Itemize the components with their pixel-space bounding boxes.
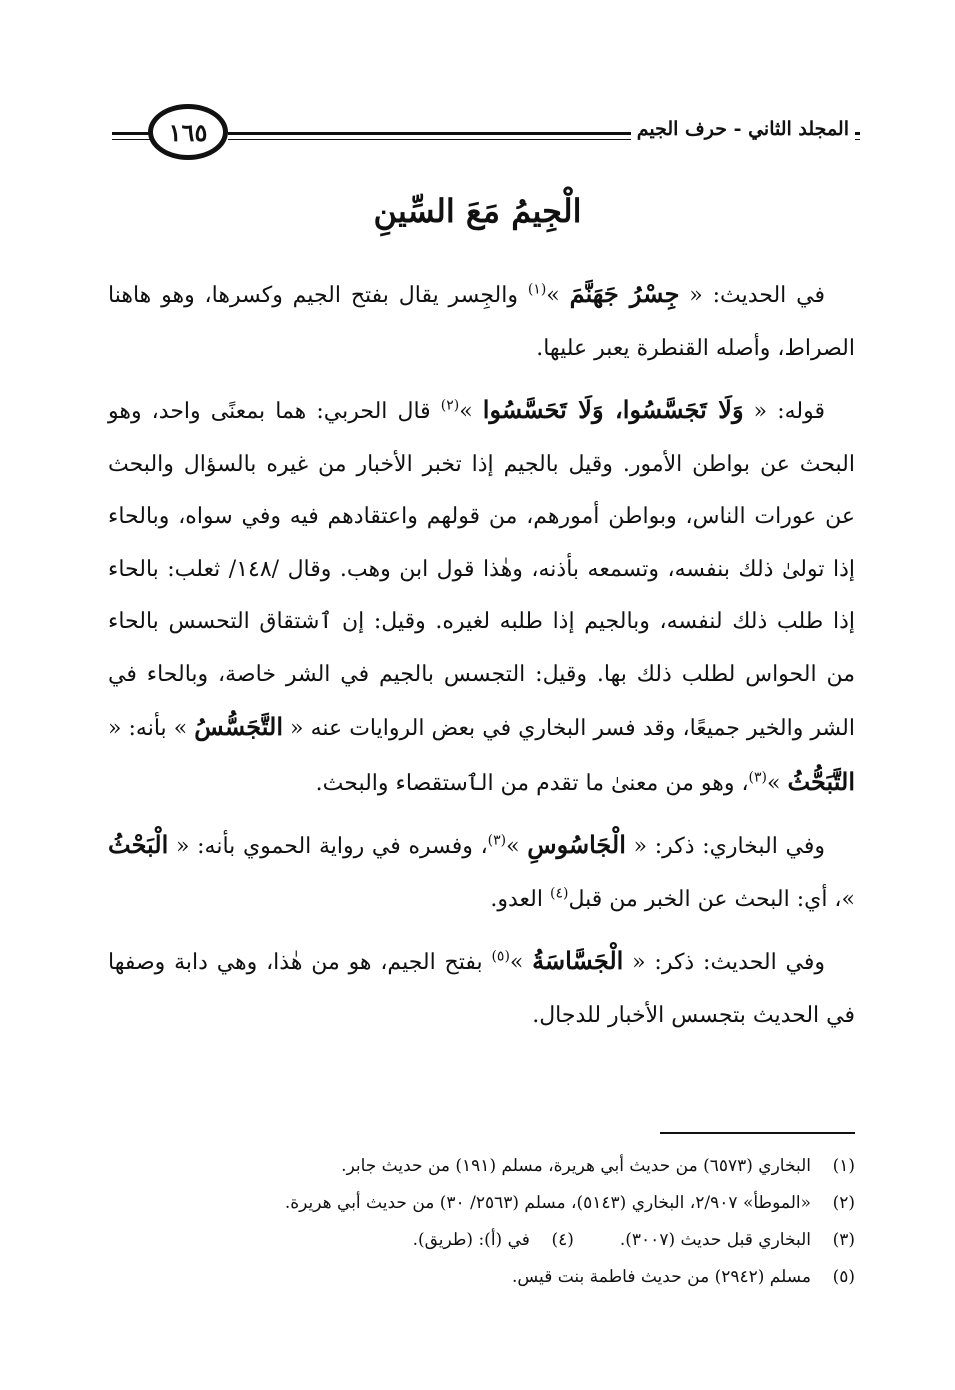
body-text	[108, 268, 855, 1051]
footnote-item	[108, 1222, 855, 1259]
hadith-term: الْبَحْثُ	[108, 830, 169, 859]
hadith-term: وَلَا تَجَسَّسُوا، وَلَا تَحَسَّسُوا	[482, 395, 744, 424]
footnote-item	[108, 1148, 855, 1185]
header-rule-left	[112, 132, 150, 135]
chapter-title: الْجِيمُ مَعَ السِّينِ	[373, 192, 582, 230]
footnote-text: في (أ): (طريق).	[412, 1230, 530, 1250]
footnote-number: (٣)	[832, 1230, 855, 1250]
footnote-ref: (١)	[527, 281, 547, 298]
footnote-text: البخاري (٦٥٧٣) من حديث أبي هريرة، مسلم (١٩١) من حديث جابر.	[341, 1156, 811, 1176]
page-number: ١٦٥	[168, 117, 208, 147]
running-title: المجلد الثاني - حرف الجيم	[631, 118, 855, 140]
footnote-ref: (٣)	[748, 769, 768, 786]
paragraph-4: وفي الحديث: ذكر: « الْجَسَّاسَةُ »$^{(٥)}$ بفتح الجيم، هو من هٰذا، وهي دابة وصفها في الحديث بتجسس الأخبار للدجال.	[108, 946, 855, 1028]
footnote-item	[108, 1259, 855, 1296]
paragraph-1: في الحديث: « جِسْرُ جَهَنَّمَ »$^{(١)}$ والجِسر يقال بفتح الجيم وكسرها، وهو هاهنا الصراط، وأصله القنطرة يعبر عليها.	[108, 279, 855, 361]
footnote-ref: (٢)	[440, 397, 460, 414]
hadith-term: التَّبَحُّثُ	[787, 766, 855, 796]
footnote-separator	[660, 1132, 855, 1134]
footnote-ref: (٣)	[487, 832, 507, 849]
footnote-number: (٤)	[551, 1230, 574, 1250]
footnote-number: (٢)	[832, 1193, 855, 1213]
footnotes	[108, 1148, 855, 1296]
page-number-badge	[148, 104, 228, 160]
footnote-item	[108, 1185, 855, 1222]
hadith-term: الْجَاسُوسِ	[527, 830, 626, 859]
footnote-number: (١)	[832, 1156, 855, 1176]
footnote-ref: (٥)	[491, 948, 510, 965]
footnote-text: البخاري قبل حديث (٣٠٠٧).	[619, 1230, 811, 1250]
hadith-term: التَّجَسُّسُ	[194, 712, 283, 741]
footnote-text: مسلم (٢٩٤٢) من حديث فاطمة بنت قيس.	[511, 1267, 811, 1287]
hadith-term: جِسْرُ جَهَنَّمَ	[569, 279, 680, 308]
hadith-term: الْجَسَّاسَةُ	[532, 946, 624, 975]
footnote-text: «الموطأ» ٢/٩٠٧، البخاري (٥١٤٣)، مسلم (٢٥٦٣/ ٣٠) من حديث أبي هريرة.	[284, 1193, 811, 1213]
header-rule-left-thin	[112, 139, 150, 140]
paragraph-2: قوله: « وَلَا تَجَسَّسُوا، وَلَا تَحَسَّسُوا »$^{(٢)}$ قال الحربي: هما بمعنًى واحد، وهو البحث عن بواطن الأمور. وقيل بالجيم إذا تخبر الأخبار من غيره بالسؤال والبحث عن عورات الناس، وبواطن أمورهم، من قولهم واعتقادهم فيه وفي سواه، وبالحاء إذا تولىٰ ذلك بنفسه، وتسمعه بأذنه، وهٰذا قول ابن وهب. وقال /١٤٨/ ثعلب: بالحاء إذا طلب ذلك لنفسه، وبالجيم إذا طلبه لغيره. وقيل: إن ٱشتقاق التحسس بالحاء من الحواس لطلب ذلك بها. وقيل: التجسس بالجيم في الشر خاصة، وبالحاء في الشر والخير جميعًا، وقد فسر البخاري في بعض الروايات عنه « التَّجَسُّسُ » بأنه: « التَّبَحُّثُ »$^{(٣)}$، وهو من معنىٰ ما تقدم من الٱستقصاء والبحث.	[108, 395, 855, 796]
paragraph-3: وفي البخاري: ذكر: « الْجَاسُوسِ »$^{(٣)}$، وفسره في رواية الحموي بأنه: « الْبَحْثُ »، أي: البحث عن الخبر من قبل$^{(٤)}$ العدو.	[108, 830, 855, 912]
footnote-number: (٥)	[832, 1267, 855, 1287]
footnote-ref: (٤)	[549, 885, 569, 902]
